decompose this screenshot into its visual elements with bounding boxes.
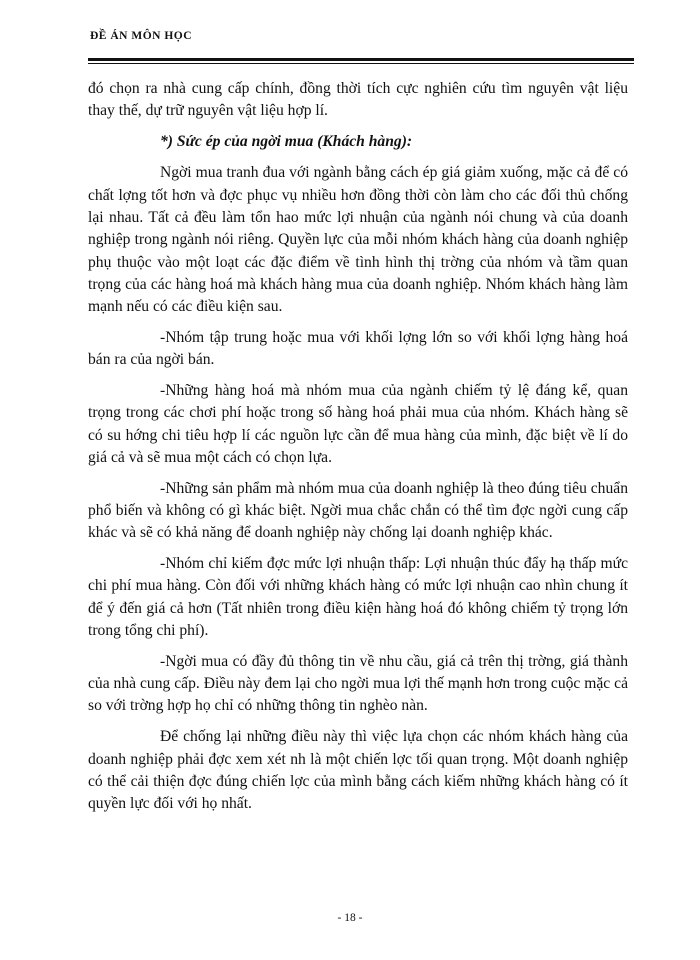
list-item: -Ngời mua có đầy đủ thông tin về nhu cầu, giá cả trên thị trờng, giá thành của nhà cung cấp. Điều này đem lại cho ngời mua lợi thế mạnh hơn trong cuộc mặc cả so với trờng hợp họ chỉ có những thông tin nghèo nàn.	[88, 652, 628, 715]
paragraph-continued: đó chọn ra nhà cung cấp chính, đồng thời tích cực nghiên cứu tìm nguyên vật liệu thay thế, dự trữ nguyên vật liệu hợp lí.	[88, 80, 628, 120]
section-heading: *) Sức ép của ngời mua (Khách hàng):	[160, 133, 413, 151]
paragraph: Ngời mua tranh đua với ngành bằng cách ép giá giảm xuống, mặc cả để có chất lợng tốt hơn và đợc phục vụ nhiều hơn đồng thời còn làm cho các đối thủ chống lại nhau. Tất cả đều làm tổn hao mức lợi nhuận của ngành nói chung và của doanh nghiệp trong ngành nói riêng. Quyền lực của mỗi nhóm khách hàng của doanh nghiệp phụ thuộc vào một loạt các đặc điểm về tình hình thị trờng của nhóm và tầm quan trọng của các hàng hoá mà khách hàng mua của doanh nghiệp. Nhóm khách hàng làm mạnh nếu có các điều kiện sau.	[88, 164, 628, 316]
list-item: -Nhóm tập trung hoặc mua với khối lợng lớn so với khối lợng hàng hoá bán ra của ngời bán.	[88, 328, 628, 369]
document-body	[88, 78, 628, 824]
list-item: -Những sản phẩm mà nhóm mua của doanh nghiệp là theo đúng tiêu chuẩn phổ biến và không có gì khác biệt. Ngời mua chắc chắn có thể tìm đợc ngời cung cấp khác và sẽ có khả năng để doanh nghiệp này chống lại doanh nghiệp khác.	[88, 479, 628, 542]
page-number: - 18 -	[337, 912, 363, 924]
header-rule-thick	[88, 58, 634, 61]
paragraph: Để chống lại những điều này thì việc lựa chọn các nhóm khách hàng của doanh nghiệp phải đợc xem xét nh là một chiến lợc tối quan trọng. Một doanh nghiệp có thể cải thiện đợc đúng chiến lợc của mình bằng cách kiếm những khách hàng có ít quyền lực đối với họ nhất.	[88, 728, 628, 813]
page-header-title: ĐỀ ÁN MÔN HỌC	[90, 30, 193, 42]
list-item: -Nhóm chỉ kiếm đợc mức lợi nhuận thấp: Lợi nhuận thúc đẩy hạ thấp mức chi phí mua hàng. Còn đối với những khách hàng có mức lợi nhuận cao nhìn chung ít để ý đến giá cả hơn (Tất nhiên trong điều kiện hàng hoá đó không chiếm tỷ trọng lớn trong tổng chi phí).	[88, 555, 628, 640]
list-item: -Những hàng hoá mà nhóm mua của ngành chiếm tỷ lệ đáng kể, quan trọng trong các chơi phí hoặc trong số hàng hoá phải mua của nhóm. Khách hàng sẽ có su hớng chi tiêu hợp lí các nguồn lực cần để mua hàng của mình, đặc biệt về lí do giá cả và sẽ mua một cách có chọn lựa.	[88, 382, 628, 466]
header-rule-thin	[88, 63, 634, 64]
